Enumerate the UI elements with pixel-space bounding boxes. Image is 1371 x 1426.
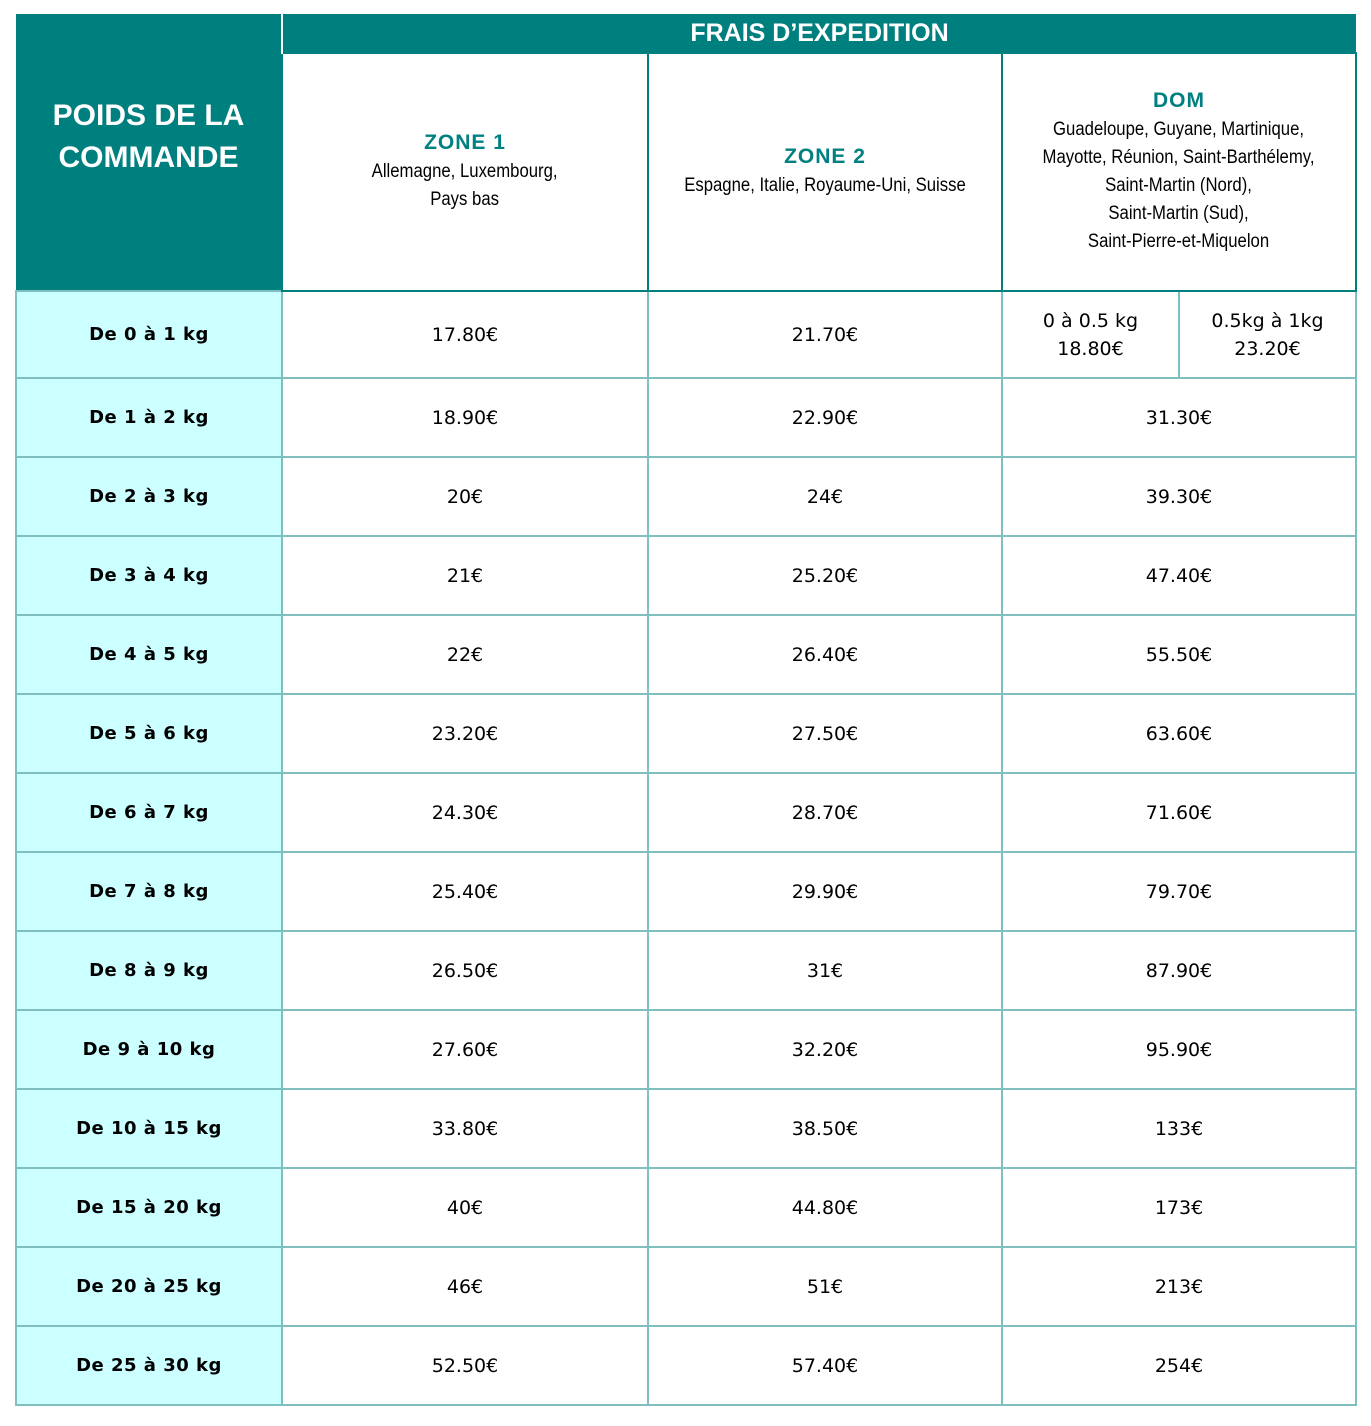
- table-row: [16, 1326, 1356, 1405]
- table-row: [16, 291, 1356, 378]
- poids-header: POIDS DE LA COMMANDE: [16, 14, 282, 291]
- zone-2-price: 29.90€: [648, 852, 1002, 931]
- table-row: [16, 694, 1356, 773]
- zone-1-price: 25.40€: [282, 852, 648, 931]
- dom-price: 47.40€: [1002, 536, 1356, 615]
- zone-2-price: 22.90€: [648, 378, 1002, 457]
- dom-price: 133€: [1002, 1089, 1356, 1168]
- zone-1-price: 26.50€: [282, 931, 648, 1010]
- table-row: [16, 852, 1356, 931]
- dom-price: 31.30€: [1002, 378, 1356, 457]
- zone-2-price: 38.50€: [648, 1089, 1002, 1168]
- dom-name: DOM: [1153, 88, 1205, 112]
- zone-2-price: 26.40€: [648, 615, 1002, 694]
- zone-1-price: 33.80€: [282, 1089, 648, 1168]
- zone-2-price: 25.20€: [648, 536, 1002, 615]
- dom-price: 39.30€: [1002, 457, 1356, 536]
- dom-price: 213€: [1002, 1247, 1356, 1326]
- zone-2-price: 57.40€: [648, 1326, 1002, 1405]
- zone-2-price: 28.70€: [648, 773, 1002, 852]
- dom-countries: Guadeloupe, Guyane, Martinique, Mayotte, Réunion, Saint-Barthélemy, Saint-Martin (Nord), Saint-Martin (Sud), Saint-Pierre-et-Miquelon: [1042, 118, 1315, 252]
- table-row: [16, 615, 1356, 694]
- table-row: [16, 1168, 1356, 1247]
- weight-range-cell: De 6 à 7 kg: [16, 773, 282, 852]
- zone-1-name: ZONE 1: [424, 130, 506, 154]
- table-row: [16, 1089, 1356, 1168]
- zone-1-price: 24.30€: [282, 773, 648, 852]
- table-row: [16, 457, 1356, 536]
- dom-header: [1002, 53, 1356, 291]
- zone-1-price: 23.20€: [282, 694, 648, 773]
- dom-price: 95.90€: [1002, 1010, 1356, 1089]
- table-row: [16, 378, 1356, 457]
- zone-2-price: 32.20€: [648, 1010, 1002, 1089]
- zone-1-header: [282, 53, 648, 291]
- weight-range-cell: De 9 à 10 kg: [16, 1010, 282, 1089]
- dom-price-0.5-1kg: [1179, 291, 1356, 378]
- zone-1-price: 17.80€: [282, 291, 648, 378]
- zone-2-header: [648, 53, 1002, 291]
- zone-2-price: 31€: [648, 931, 1002, 1010]
- zone-1-price: 52.50€: [282, 1326, 648, 1405]
- dom-split-label: 0.5kg à 1kg: [1211, 309, 1324, 332]
- dom-price-0-0.5kg: [1002, 291, 1179, 378]
- weight-range-cell: De 4 à 5 kg: [16, 615, 282, 694]
- shipping-fees-title: FRAIS D’EXPEDITION: [282, 14, 1356, 53]
- zone-2-countries: Espagne, Italie, Royaume-Uni, Suisse: [684, 174, 966, 196]
- table-row: [16, 931, 1356, 1010]
- zone-2-price: 44.80€: [648, 1168, 1002, 1247]
- table-row: [16, 773, 1356, 852]
- weight-range-cell: De 7 à 8 kg: [16, 852, 282, 931]
- weight-range-cell: De 8 à 9 kg: [16, 931, 282, 1010]
- zone-1-price: 22€: [282, 615, 648, 694]
- zone-2-price: 21.70€: [648, 291, 1002, 378]
- zone-2-name: ZONE 2: [784, 144, 866, 168]
- table-row: [16, 1010, 1356, 1089]
- weight-range-cell: De 20 à 25 kg: [16, 1247, 282, 1326]
- dom-price: 87.90€: [1002, 931, 1356, 1010]
- dom-price: 71.60€: [1002, 773, 1356, 852]
- weight-range-cell: De 15 à 20 kg: [16, 1168, 282, 1247]
- weight-range-cell: De 5 à 6 kg: [16, 694, 282, 773]
- table-row: [16, 1247, 1356, 1326]
- dom-price: 55.50€: [1002, 615, 1356, 694]
- dom-price: 63.60€: [1002, 694, 1356, 773]
- shipping-rates-table: [15, 14, 1357, 1406]
- zone-1-price: 27.60€: [282, 1010, 648, 1089]
- zone-2-price: 51€: [648, 1247, 1002, 1326]
- dom-split-price: 18.80€: [1057, 337, 1124, 360]
- dom-price: 173€: [1002, 1168, 1356, 1247]
- shipping-rates-table-container: [15, 14, 1355, 1414]
- weight-range-cell: De 1 à 2 kg: [16, 378, 282, 457]
- zone-1-price: 21€: [282, 536, 648, 615]
- zone-1-price: 40€: [282, 1168, 648, 1247]
- dom-split-price: 23.20€: [1234, 337, 1301, 360]
- zone-2-price: 27.50€: [648, 694, 1002, 773]
- weight-range-cell: De 3 à 4 kg: [16, 536, 282, 615]
- dom-price: 254€: [1002, 1326, 1356, 1405]
- dom-price: 79.70€: [1002, 852, 1356, 931]
- title-row: [16, 14, 1356, 53]
- weight-range-cell: De 10 à 15 kg: [16, 1089, 282, 1168]
- table-row: [16, 536, 1356, 615]
- zone-1-countries: Allemagne, Luxembourg, Pays bas: [372, 160, 558, 210]
- weight-range-cell: De 0 à 1 kg: [16, 291, 282, 378]
- zone-1-price: 20€: [282, 457, 648, 536]
- zone-1-price: 46€: [282, 1247, 648, 1326]
- zone-1-price: 18.90€: [282, 378, 648, 457]
- dom-split-label: 0 à 0.5 kg: [1042, 309, 1139, 332]
- weight-range-cell: De 2 à 3 kg: [16, 457, 282, 536]
- zone-2-price: 24€: [648, 457, 1002, 536]
- weight-range-cell: De 25 à 30 kg: [16, 1326, 282, 1405]
